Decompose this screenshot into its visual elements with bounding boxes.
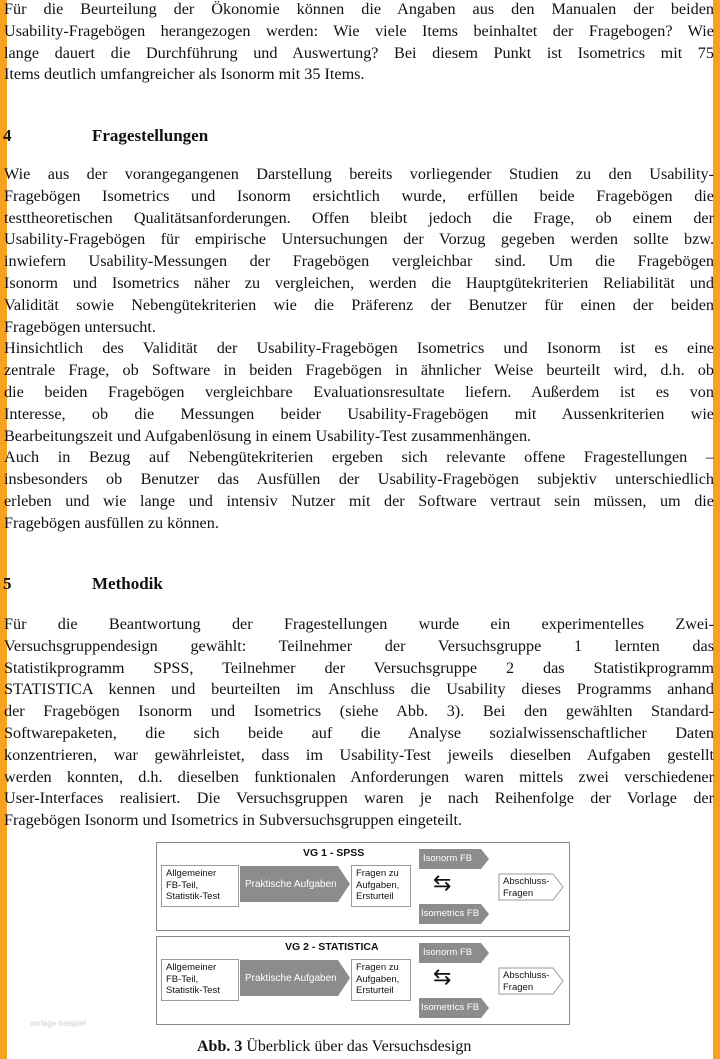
design-diagram-vg2: [156, 936, 570, 1025]
text-line: Softwarepaketen, die sich beide auf die Analyse sozialwissenschaftlicher Daten: [4, 723, 714, 742]
section-5-number: 5: [3, 574, 12, 593]
questions-line: Aufgaben,: [356, 879, 400, 891]
isometrics-label: Isometrics FB: [421, 908, 480, 919]
intro-paragraph: [4, 0, 714, 86]
figure-caption: [197, 1038, 471, 1056]
text-line: Usability-Fragebögen für empirische Untersuchungen der Vorzug gegeben werden sollte bzw.: [4, 230, 714, 249]
text-line: Wie aus der vorangegangenen Darstellung bereits vorliegender Studien zu den Usability-: [4, 165, 714, 183]
isonorm-label: Isonorm FB: [423, 853, 473, 864]
text-line: der Fragebögen Isonorm und Isometrics (siehe Abb. 3). Bei den gewählten Standard-: [4, 702, 714, 721]
tasks-label: Praktische Aufgaben: [245, 973, 337, 984]
text-line: Fragebögen ausfüllen zu können.: [4, 513, 219, 532]
general-part-box: [161, 865, 239, 907]
diagram-title: VG 2 - STATISTICA: [285, 941, 379, 953]
text-line: Items deutlich umfangreicher als Isonorm mit 35 Items.: [4, 65, 365, 84]
general-part-box: [161, 959, 239, 1001]
section-5-title: Methodik: [92, 574, 163, 593]
text-line: testtheoretischen Qualitätsanforderungen. Offen bleibt jedoch die Frage, ob einem der: [4, 208, 714, 227]
text-line: Für die Beantwortung der Fragestellungen wurde ein experimentelles Zwei-: [4, 615, 714, 633]
general-line: Allgemeiner: [166, 868, 217, 879]
general-line: FB-Teil,: [166, 879, 199, 891]
final-label: [503, 876, 549, 899]
text-line: Interesse, ob die Messungen beider Usability-Fragebögen mit Aussenkriterien wie: [4, 404, 714, 423]
questions-box: [351, 959, 411, 1001]
questions-line: Aufgaben,: [356, 973, 400, 985]
general-line: Allgemeiner: [166, 962, 217, 973]
text-line: Isonorm und Isometrics näher zu vergleichen, werden die Hauptgütekriterien Reliabilität und: [4, 273, 714, 292]
text-line: Versuchsgruppendesign gewählt: Teilnehmer der Versuchsgruppe 1 lernten das: [4, 636, 714, 655]
final-line: Abschluss-: [503, 970, 550, 981]
text-line: Usability-Fragebögen herangezogen werden: Wie viele Items beinhaltet der Fragebogen? Wie: [4, 21, 714, 40]
text-line: konzentrieren, war gewährleistet, dass im Usability-Test jeweils dieselben Aufgaben gestellt: [4, 745, 714, 764]
text-line: inwiefern Usability-Messungen der Fragebögen vergleichbar sind. Um die Fragebögen: [4, 252, 714, 271]
questions-box: [351, 865, 411, 907]
text-line: Validität sowie Nebengütekriterien wie die Präferenz der Benutzer für einen der beiden: [4, 295, 714, 314]
caption-text: Überblick über das Versuchsdesign: [242, 1038, 472, 1055]
section-5-body: [4, 614, 714, 832]
text-line: zentrale Frage, ob Software in beiden Fragebögen in ähnlicher Weise beurteilt wird, d.h. ob: [4, 361, 714, 380]
text-line: Fragebögen Isonorm und Isometrics in Subversuchsgruppen eingeteilt.: [4, 811, 463, 830]
document-page: [3, 0, 714, 1059]
text-line: die beiden Fragebögen vergleichbare Evaluationsresultate liefern. Außerdem ist es von: [4, 382, 714, 401]
watermark: vorlage-beispiel: [30, 1019, 87, 1028]
tasks-label: Praktische Aufgaben: [245, 879, 337, 890]
final-line: Fragen: [503, 887, 534, 899]
final-line: Fragen: [503, 981, 534, 993]
text-line: Fragebögen untersucht.: [4, 317, 156, 336]
section-4-title: Fragestellungen: [92, 126, 209, 145]
text-line: insbesonders ob Benutzer das Ausfüllen der Usability-Fragebögen subjektiv unterschiedlich: [4, 470, 714, 489]
text-line: STATISTICA kennen und beurteilten im Anschluss die Usability dieses Programms anhand: [4, 680, 714, 699]
text-line: Hinsichtlich des Validität der Usability-Fragebögen Isometrics und Isonorm ist es eine: [4, 339, 714, 358]
questions-line: Fragen zu: [356, 868, 399, 879]
text-line: lange dauert die Durchführung und Auswertung? Bei diesem Punkt ist Isometrics mit 75: [4, 43, 714, 62]
caption-label: Abb. 3: [197, 1038, 243, 1055]
isonorm-label: Isonorm FB: [423, 947, 473, 958]
questions-line: Ersturteil: [356, 891, 394, 902]
final-line: Abschluss-: [503, 876, 550, 887]
text-line: Für die Beurteilung der Ökonomie können die Angaben aus den Manualen der beiden: [4, 0, 714, 18]
isometrics-label: Isometrics FB: [421, 1002, 480, 1013]
text-line: Fragebögen Isometrics und Isonorm ersichtlich wurde, erfüllen beide Fragebögen die: [4, 186, 714, 205]
design-diagram-vg1: [156, 842, 570, 931]
final-label: [503, 970, 549, 993]
questions-line: Ersturteil: [356, 985, 394, 996]
questions-line: Fragen zu: [356, 962, 399, 973]
general-line: Statistik-Test: [166, 985, 220, 996]
text-line: Auch in Bezug auf Nebengütekriterien ergeben sich relevante offene Fragestellungen –: [4, 448, 714, 467]
diagram-title: VG 1 - SPSS: [303, 847, 365, 859]
general-line: Statistik-Test: [166, 891, 220, 902]
text-line: werden konnten, d.h. dieselben funktionalen Anforderungen waren mittels zwei verschiedener: [4, 767, 714, 786]
swap-arrows-icon: ⇆: [433, 870, 452, 895]
text-line: User-Interfaces realisiert. Die Versuchsgruppen waren je nach Reihenfolge der Vorlage der: [4, 789, 714, 808]
section-4-number: 4: [3, 126, 12, 145]
section-4-body: [4, 164, 714, 535]
text-line: erleben und wie lange und intensiv Nutzer mit der Software vertraut sein müssen, um die: [4, 491, 714, 510]
text-line: Statistikprogramm SPSS, Teilnehmer der Versuchsgruppe 2 das Statistikprogramm: [4, 658, 714, 677]
swap-arrows-icon: ⇆: [433, 964, 452, 989]
text-line: Bearbeitungszeit und Aufgabenlösung in einem Usability-Test zusammenhängen.: [4, 426, 532, 445]
general-line: FB-Teil,: [166, 973, 199, 985]
